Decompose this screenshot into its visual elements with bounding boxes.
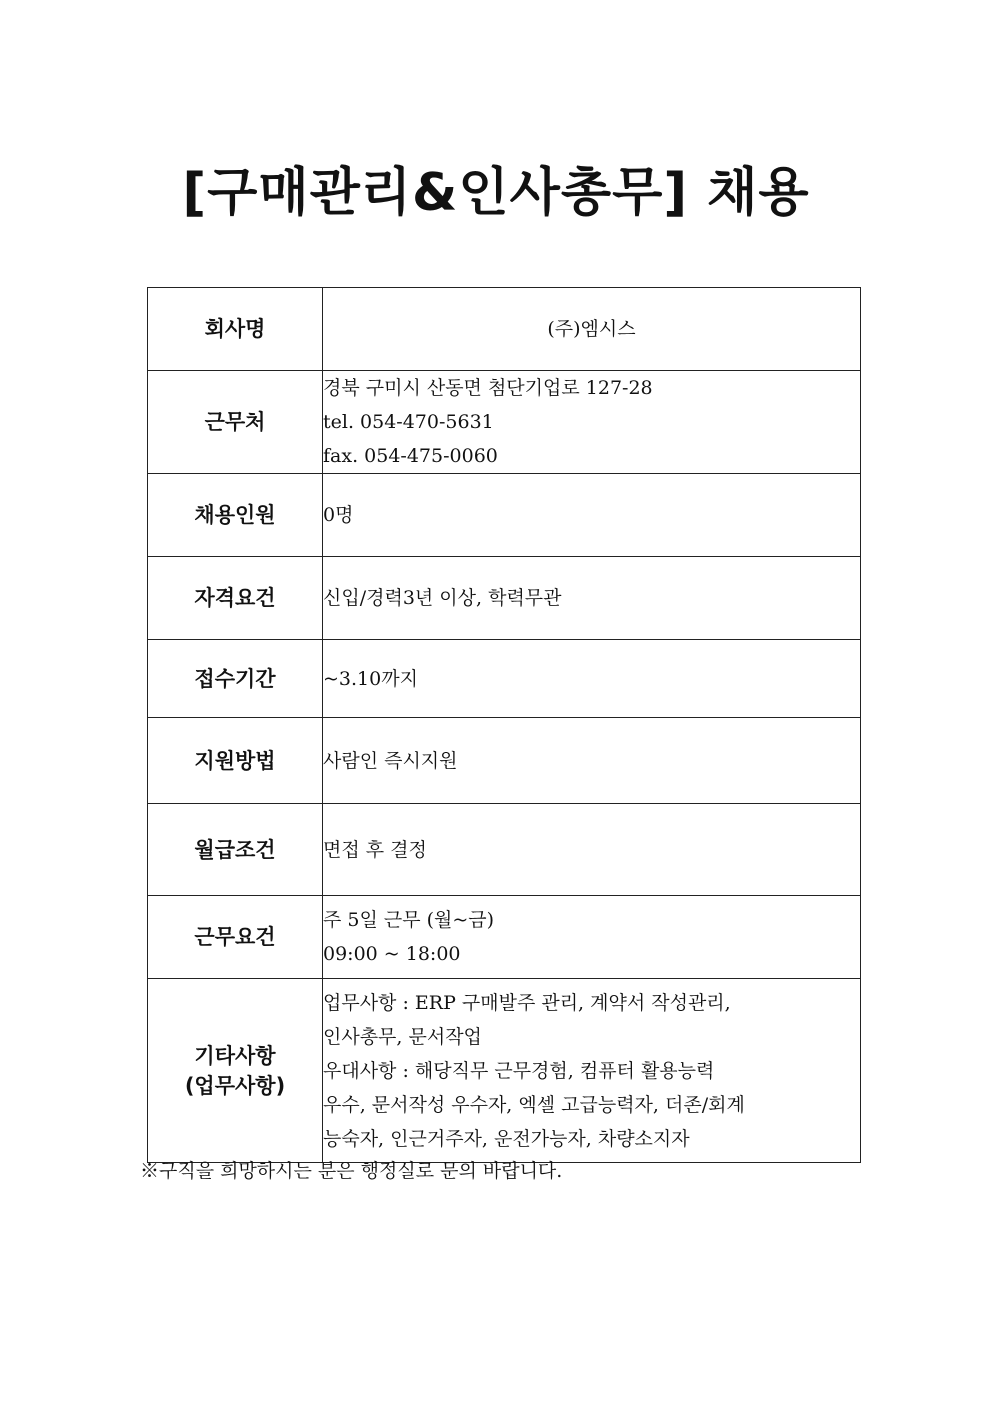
value-line: 면접 후 결정 [323,838,427,861]
row-label [148,474,323,557]
row-value [323,896,861,979]
row-application-period [148,640,861,718]
row-workplace [148,371,861,474]
label-text: 접수기간 [194,666,276,691]
label-text: 근무처 [204,410,266,434]
row-value [323,804,861,896]
value-line: ~3.10까지 [323,667,418,690]
row-application-method [148,718,861,804]
row-headcount [148,474,861,557]
row-label [148,718,323,804]
label-text: 채용인원 [194,503,276,527]
label-text: 자격요건 [194,586,276,610]
row-value [323,557,861,640]
row-label [148,896,323,979]
label-text: 월급조건 [194,837,276,862]
label-text: (업무사항) [184,1073,286,1098]
row-label [148,804,323,896]
row-value [323,288,861,371]
value-line: 0명 [323,504,354,526]
row-label [148,640,323,718]
value-line: fax. 054-475-0060 [323,445,498,467]
row-value [323,718,861,804]
row-label [148,557,323,640]
value-line: 우대사항 : 해당직무 근무경험, 컴퓨터 활용능력 [323,1059,715,1082]
value-line: 신입/경력3년 이상, 학력무관 [323,587,562,609]
row-other-details [148,979,861,1163]
value-line: 사람인 즉시지원 [323,749,458,772]
label-text: 회사명 [204,317,266,341]
value-line: tel. 054-470-5631 [323,411,494,433]
value-line: 우수, 문서작성 우수자, 엑셀 고급능력자, 더존/회계 [323,1093,745,1116]
value-line: 경북 구미시 산동면 첨단기업로 127-28 [323,377,653,399]
row-qualification [148,557,861,640]
label-text: 근무요건 [194,925,276,949]
value-line: 업무사항 : ERP 구매발주 관리, 계약서 작성관리, [323,991,731,1014]
row-value [323,979,861,1163]
value-line: 주 5일 근무 (월~금) [323,909,495,931]
value-line: 능숙자, 인근거주자, 운전가능자, 차량소지자 [323,1127,690,1150]
row-value [323,474,861,557]
row-label [148,371,323,474]
footnote: ※구직을 희망하시는 분은 행정실로 문의 바랍니다. [140,1160,563,1182]
row-working-conditions [148,896,861,979]
label-text: 기타사항 [194,1043,276,1068]
job-info-table [147,287,861,1163]
row-salary [148,804,861,896]
row-label [148,979,323,1163]
label-text: 지원방법 [194,748,276,773]
row-company [148,288,861,371]
row-value [323,640,861,718]
value-line: (주)엠시스 [547,318,636,340]
row-value [323,371,861,474]
page-title: [구매관리&인사총무] 채용 [182,163,810,223]
value-line: 09:00 ~ 18:00 [323,943,461,965]
value-line: 인사총무, 문서작업 [323,1025,482,1048]
row-label [148,288,323,371]
